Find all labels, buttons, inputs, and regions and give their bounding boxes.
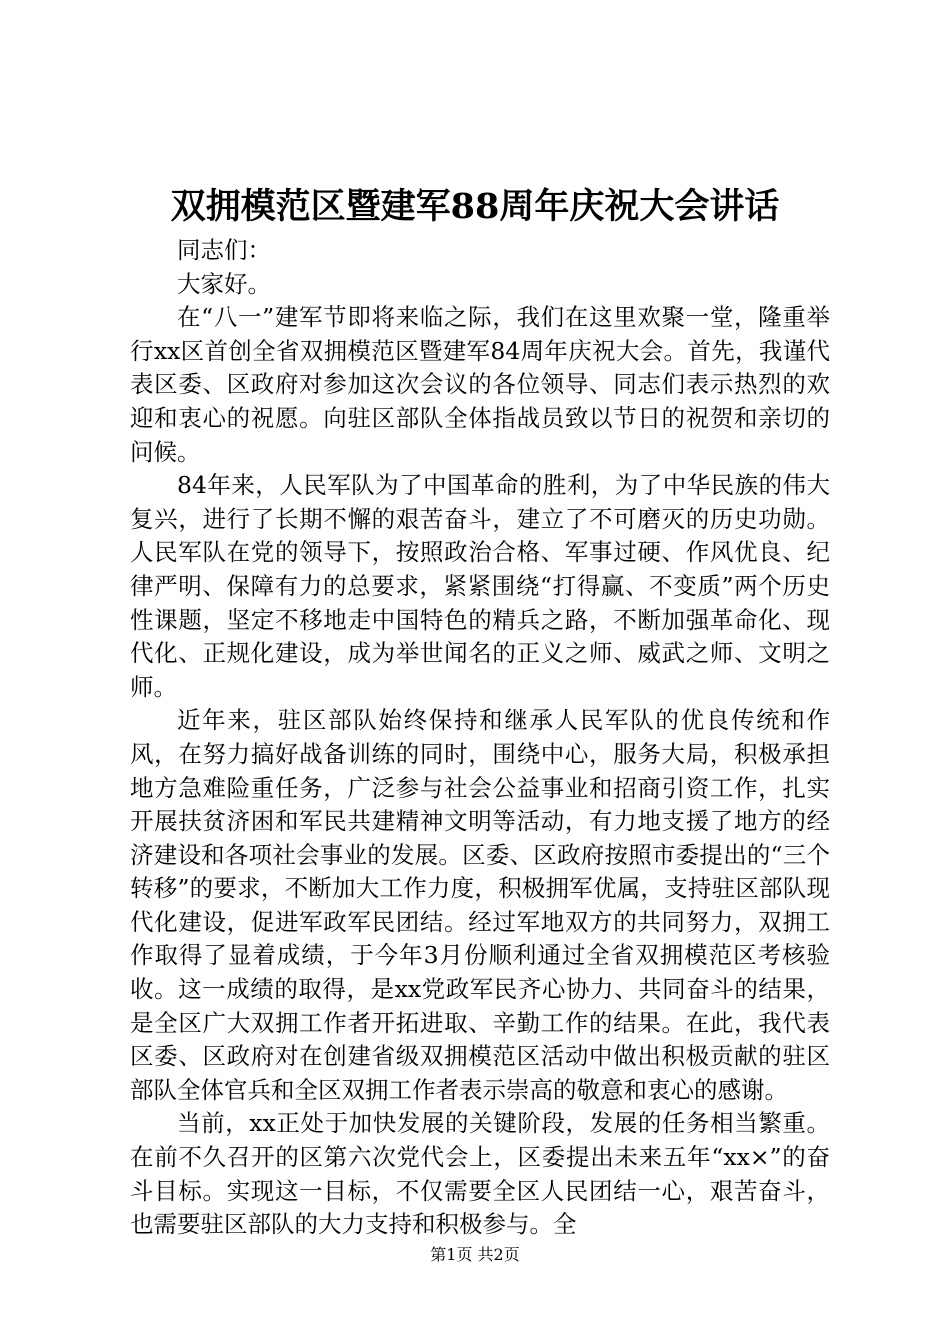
document-title: 双拥模范区暨建军88周年庆祝大会讲话: [170, 186, 780, 227]
paragraph-recent-years: 近年来，驻区部队始终保持和继承人民军队的优良传统和作风，在努力搞好战备训练的同时，围绕中心，服务大局，积极承担地方急难险重任务，广泛参与社会公益事业和招商引资工作，扎实开展扶贫济困和军民共建精神文明等活动，有力地支援了地方的经济建设和各项社会事业的发展。区委、区政府按照市委提出的“三个转移”的要求，不断加大工作力度，积极拥军优属，支持驻区部队现代化建设，促进军政军民团结。经过军地双方的共同努力，双拥工作取得了显着成绩，于今年3月份顺利通过全省双拥模范区考核验收。这一成绩的取得，是xx党政军民齐心协力、共同奋斗的结果，是全区广大双拥工作者开拓进取、辛勤工作的结果。在此，我代表区委、区政府对在创建省级双拥模范区活动中做出积极贡献的驻区部队全体官兵和全区双拥工作者表示崇高的敬意和衷心的感谢。: [130, 706, 830, 1104]
page-number-footer: 第1页 共2页: [430, 1245, 520, 1264]
document-body: [130, 234, 830, 1242]
greeting: 大家好。: [177, 269, 271, 298]
paragraph-current-stage: 当前，xx正处于加快发展的关键阶段，发展的任务相当繁重。在前不久召开的区第六次党代会上，区委提出未来五年“xx×”的奋斗目标。实现这一目标，不仅需要全区人民团结一心，艰苦奋斗，也需要驻区部队的大力支持和积极参与。全: [130, 1109, 830, 1239]
paragraph-army-history: 84年来，人民军队为了中国革命的胜利，为了中华民族的伟大复兴，进行了长期不懈的艰苦奋斗，建立了不可磨灭的历史功勋。人民军队在党的领导下，按照政治合格、军事过硬、作风优良、纪律严明、保障有力的总要求，紧紧围绕“打得赢、不变质”两个历史性课题，坚定不移地走中国特色的精兵之路，不断加强革命化、现代化、正规化建设，成为举世闻名的正义之师、威武之师、文明之师。: [130, 471, 830, 701]
salutation: 同志们：: [177, 236, 271, 264]
paragraph-opening: 在“八一”建军节即将来临之际，我们在这里欢聚一堂，隆重举行xx区首创全省双拥模范区暨建军84周年庆祝大会。首先，我谨代表区委、区政府对参加这次会议的各位领导、同志们表示热烈的欢迎和衷心的祝愿。向驻区部队全体指战员致以节日的祝贺和亲切的问候。: [130, 303, 830, 466]
